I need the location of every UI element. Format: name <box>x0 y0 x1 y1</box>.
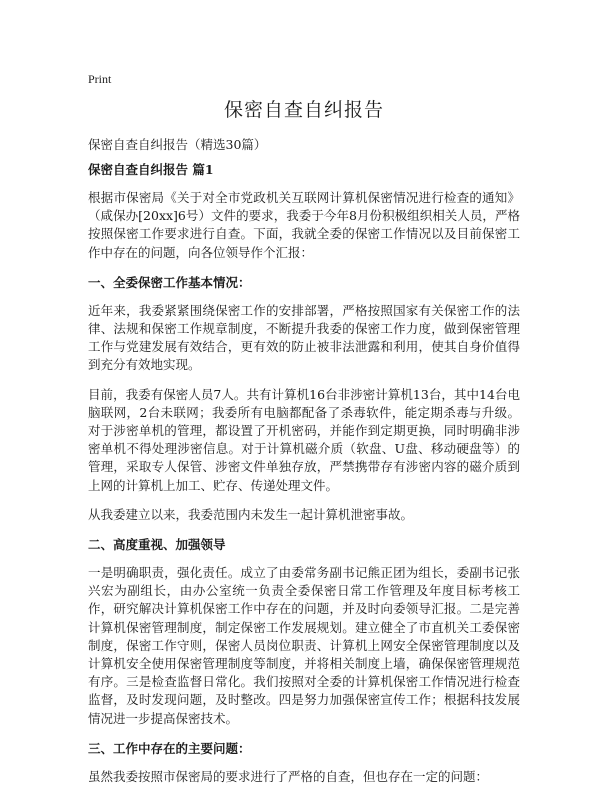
paragraph-3: 从我委建立以来，我委范围内未发生一起计算机泄密事故。 <box>88 506 414 522</box>
heading-problems: 三、工作中存在的主要问题： <box>88 740 251 756</box>
print-link[interactable]: Print <box>88 72 112 86</box>
article-body <box>88 160 520 797</box>
section-title: 保密自查自纠报告 篇1 <box>88 162 214 177</box>
page-subtitle: 保密自查自纠报告（精选30篇） <box>88 137 267 152</box>
page-title: 保密自查自纠报告 <box>223 99 384 121</box>
intro-paragraph: 根据市保密局《关于对全市党政机关互联网计算机保密情况进行检查的通知》（咸保办[20xx]6号）文件的要求，我委于今年8月份积极组织相关人员，严格按照保密工作要求进行自查。下面，我就全委的保密工作情况以及目前保密工作中存在的问题，向各位领导作个汇报： <box>88 190 520 260</box>
paragraph-5: 虽然我委按照市保密局的要求进行了严格的自查，但也存在一定的问题： <box>88 768 489 784</box>
heading-basic-situation: 一、全委保密工作基本情况： <box>88 274 251 290</box>
heading-leadership: 二、高度重视、加强领导 <box>88 537 226 553</box>
paragraph-4: 一是明确职责，强化责任。成立了由委常务副书记熊正团为组长，委副书记张兴宏为副组长，由办公室统一负责全委保密日常工作管理及年度目标考核工作，研究解决计算机保密工作中存在的问题，并及时向委领导汇报。二是完善计算机保密管理制度，制定保密工作发展规划。建立健全了市直机关工委保密制度，保密工作守则，保密人员岗位职责、计算机上网安全保密管理制度以及计算机安全使用保密管理制度等制度，并将相关制度上墙，确保保密管理规范有序。三是检查监督日常化。我们按照对全委的计算机保密工作情况进行检查监督，及时发现问题，及时整改。四是努力加强保密宣传工作；根据科技发展情况进一步提高保密技术。 <box>88 565 520 726</box>
paragraph-1: 近年来，我委紧紧围绕保密工作的安排部署，严格按照国家有关保密工作的法律、法规和保密工作规章制度，不断提升我委的保密工作力度，做到保密管理工作与党建发展有效结合，更有效的防止被非法泄露和利用，使其自身价值得到充分有效地实现。 <box>88 302 520 373</box>
paragraph-2: 目前，我委有保密人员7人。共有计算机16台非涉密计算机13台，其中14台电脑联网，2台未联网；我委所有电脑都配备了杀毒软件，能定期杀毒与升级。对于涉密单机的管理，都设置了开机密码，并能作到定期更换，同时明确非涉密单机不得处理涉密信息。对于计算机磁介质（软盘、U盘、移动硬盘等）的管理，采取专人保管、涉密文件单独存放，严禁携带存有涉密内容的磁介质到上网的计算机上加工、贮存、传递处理文件。 <box>88 386 520 493</box>
